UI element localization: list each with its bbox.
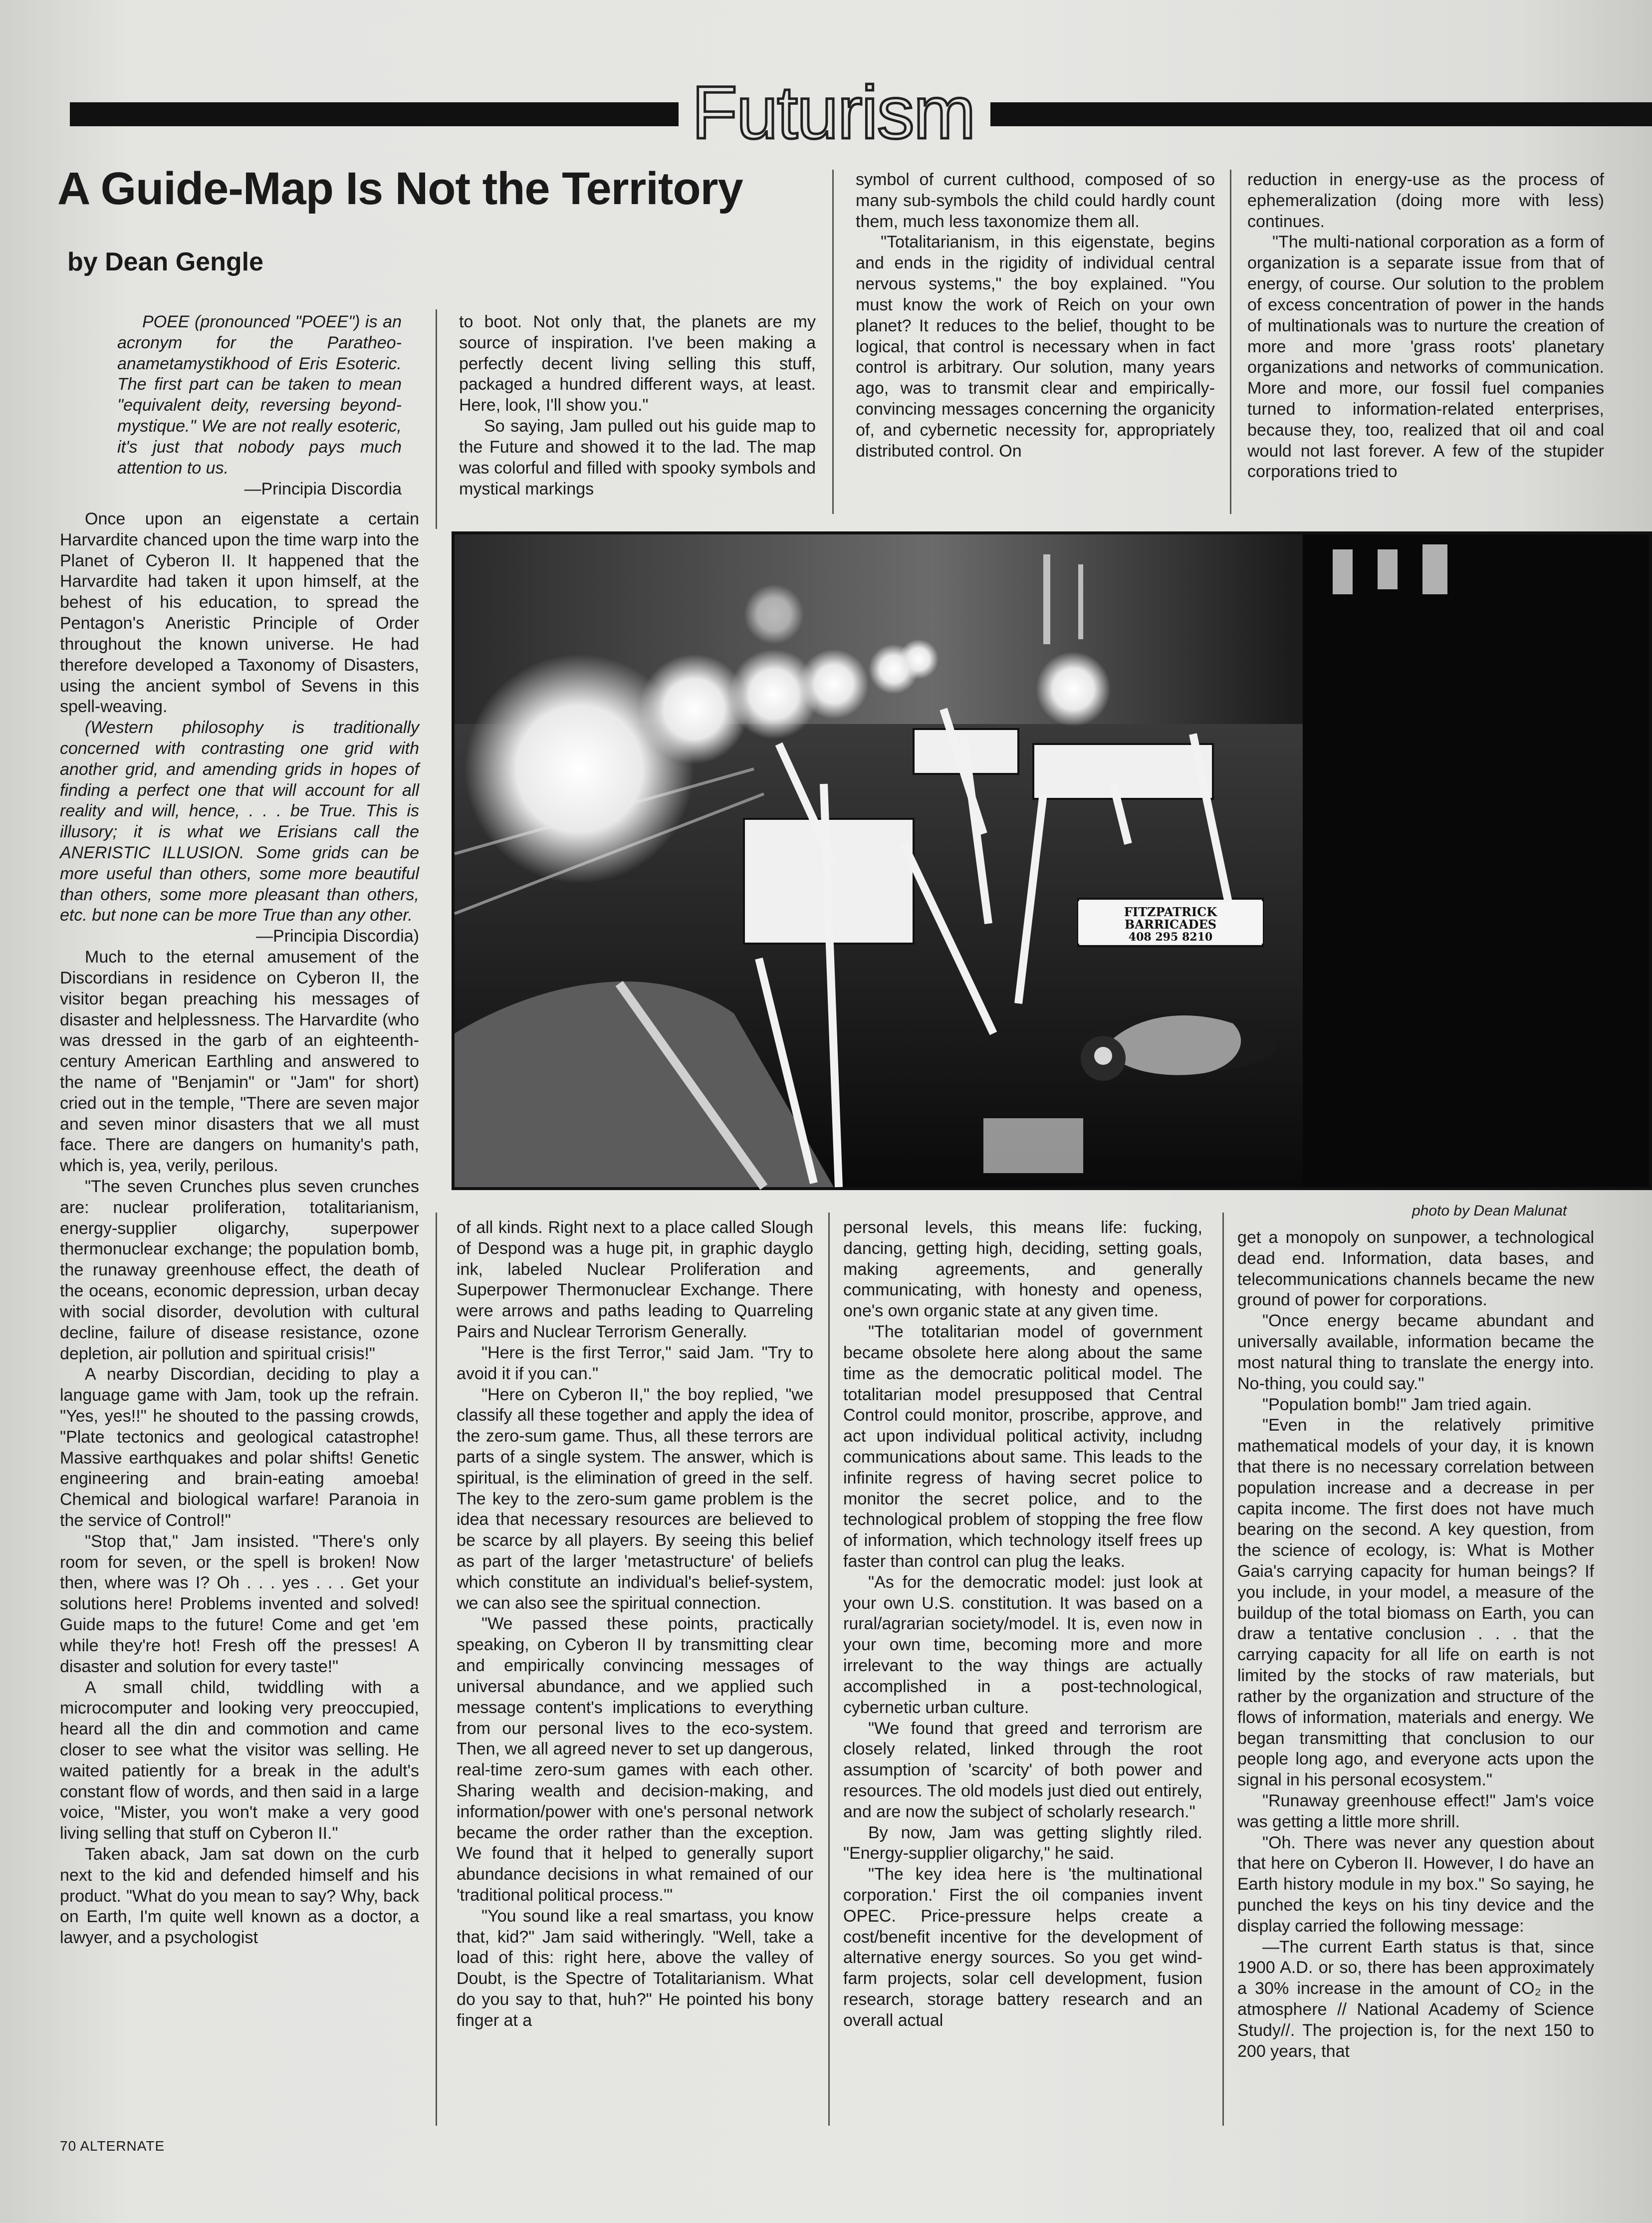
paragraph: "Here is the first Terror," said Jam. "Try to avoid it if you can."	[457, 1343, 813, 1383]
column-1-top	[117, 312, 402, 498]
column-rule	[436, 1213, 437, 2126]
photo-credit: photo by Dean Malunat	[1412, 1203, 1567, 1219]
paragraph: —The current Earth status is that, since 1900 A.D. or so, there has been approximately a 30% increase in the amount of CO₂ in the atmosphere // National Academy of Science Study//. The projection is, for the next 150 to 200 years, that	[1237, 1937, 1594, 2061]
paragraph: of all kinds. Right next to a place called Slough of Despond was a huge pit, in graphic dayglo ink, labeled Nuclear Proliferation and Superpower Thermonuclear Exchange. There were arrows and paths leading to Quarreling Pairs and Nuclear Terrorism Generally.	[457, 1218, 813, 1342]
column-rule	[436, 309, 437, 529]
paragraph: get a monopoly on sunpower, a technological dead end. Information, data bases, and telecommunications channels became the new ground of power for corporations.	[1237, 1228, 1594, 1310]
paragraph: —Principia Discordia	[244, 479, 402, 498]
byline: by Dean Gengle	[67, 247, 263, 276]
header-rule-left	[70, 102, 679, 126]
article-headline: A Guide-Map Is Not the Territory	[57, 163, 743, 214]
paragraph: A small child, twiddling with a microcomputer and looking very preoccupied, heard all the din and commotion and came closer to see what the visitor was selling. He waited patiently for a break in the adult's constant flow of words, and then said in a large voice, "Mister, you won't make a very good living selling that stuff on Cyberon II."	[60, 1678, 419, 1843]
paragraph: By now, Jam was getting slightly riled. "Energy-supplier oligarchy," he said.	[843, 1823, 1202, 1863]
paragraph: "We found that greed and terrorism are closely related, linked through the root assumption of 'scarcity' of both power and resources. The old models just died out entirely, and are now the subject of scholarly research."	[843, 1719, 1202, 1821]
paragraph: (Western philosophy is traditionally concerned with contrasting one grid with another grid, and amending grids in hopes of finding a perfect one that will account for all reality and will, hence, . . . be True. This is illusory; it is what we Erisians call the ANERISTIC ILLUSION. Some grids can be more useful than others, some more beautiful than others, some more pleasant than others, etc. but none can be more True than any other.	[60, 718, 419, 925]
paragraph: symbol of current culthood, composed of so many sub-symbols the child could hardly count them, much less taxonomize them all.	[856, 170, 1215, 231]
column-rule	[828, 1213, 830, 2126]
paragraph: Much to the eternal amusement of the Discordians in residence on Cyberon II, the visitor began preaching his messages of disaster and helplessness. The Harvardite (who was dressed in the garb of an eighteenth-century American Earthling and answered to the name of "Benjamin" or "Jam" for short) cried out in the temple, "There are seven major and seven minor disasters that we all must face. There are dangers on humanity's path, which is, yea, verily, perilous.	[60, 948, 419, 1176]
paragraph: So saying, Jam pulled out his guide map to the Future and showed it to the lad. The map was colorful and filled with spooky symbols and mystical markings	[459, 417, 816, 498]
paragraph: "Runaway greenhouse effect!" Jam's voice was getting a little more shrill.	[1237, 1791, 1594, 1831]
column-rule	[832, 170, 834, 514]
paragraph: "You sound like a real smartass, you know that, kid?" Jam said witheringly. "Well, take a load of this: right here, above the valley of Doubt, is the Spectre of Totalitarianism. What do you say to that, huh?" He pointed his bony finger at a	[457, 1906, 813, 2030]
paragraph: "As for the democratic model: just look at your own U.S. constitution. It was based on a rural/agrarian society/model. It is, even now in your own time, becoming more and more irrelevant to the way things are actually accomplished in a post-technological, cybernetic urban culture.	[843, 1572, 1202, 1717]
barricades-photo	[452, 531, 1652, 1190]
paragraph: "Totalitarianism, in this eigenstate, begins and ends in the rigidity of individual central nervous systems," the boy explained. "You must know the work of Reich on your own planet? It reduces to the belief, thought to be logical, that control is necessary when in fact control is arbitrary. Our solution, many years ago, was to transmit clear and empirically-convincing messages concerning the organicity of, and cybernetic necessity for, appropriately distributed control. On	[856, 233, 1215, 461]
column-2-top	[459, 312, 816, 509]
column-3-top	[856, 170, 1215, 501]
column-4-top	[1247, 170, 1604, 501]
paragraph: Taken aback, Jam sat down on the curb next to the kid and defended himself and his product. "What do you mean to say? Why, back on Earth, I'm quite well known as a doctor, a lawyer, and a psychologist	[60, 1845, 419, 1948]
sign-line-3: 408 295 8210	[1128, 931, 1213, 944]
paragraph: personal levels, this means life: fucking, dancing, getting high, deciding, setting goals, making agreements, and generally communicating, with honesty and openess, one's own organic state at any given time.	[843, 1218, 1202, 1321]
paragraph: "The key idea here is 'the multinational corporation.' First the oil companies invent OPEC. Price-pressure helps create a cost/benefit incentive for the development of alternative energy sources. So you get wind-farm projects, solar cell development, fusion research, storage battery research and an overall actual	[843, 1865, 1202, 2030]
paragraph: "The totalitarian model of government became obsolete here along about the same time as the democratic political model. The totalitarian model presupposed that Central Control could monitor, proscribe, approve, and act upon individual political activity, includng communications about same. This leads to the infinite regress of having secret police to monitor the secret police, and to the technological problem of stopping the free flow of information, which technology itself frees up faster than control can plug the leaks.	[843, 1322, 1202, 1571]
column-4-main	[1237, 1228, 1594, 2121]
paragraph: "The multi-national corporation as a form of organization is a separate issue from that of energy, of course. Our solution to the problem of excess concentration of power in the hands of multinationals was to nurture the creation of more and more 'grass roots' planetary organizations and networks of communication. More and more, our fossil fuel companies turned to information-related enterprises, because they, too, realized that oil and coal would not last forever. A few of the stupider corporations tried to	[1247, 233, 1604, 482]
column-3-main	[843, 1218, 1202, 2121]
paragraph: reduction in energy-use as the process of ephemeralization (doing more with less) continues.	[1247, 170, 1604, 231]
paragraph: "Population bomb!" Jam tried again.	[1262, 1395, 1532, 1414]
section-label: Futurism	[692, 70, 975, 154]
sign-line-1: FITZPATRICK	[1124, 905, 1217, 919]
paragraph: POEE (pronounced "POEE") is an acronym for the Paratheo-anametamystikhood of Eris Esoteric. The first part can be taken to mean "equivalent deity, reversing beyond-mystique." We are not really esoteric, it's just that nobody pays much attention to us.	[117, 312, 402, 478]
paragraph: A nearby Discordian, deciding to play a language game with Jam, took up the refrain. "Yes, yes!!" he shouted to the passing crowds, "Plate tectonics and geological catastrophe! Massive earthquakes and polar shifts! Genetic engineering and brain-eating amoeba! Chemical and biological warfare! Paranoia in the service of Control!"	[60, 1365, 419, 1530]
paragraph: to boot. Not only that, the planets are my source of inspiration. I've been making a perfectly decent living selling this stuff, packaged a hundred different ways, at least. Here, look, I'll show you."	[459, 312, 816, 415]
column-2-main	[457, 1218, 813, 2121]
column-rule	[1230, 170, 1231, 514]
sign-line-2: BARRICADES	[1124, 917, 1217, 932]
paragraph: "Oh. There was never any question about that here on Cyberon II. However, I do have an Earth history module in my box." So saying, he punched the keys on his tiny device and the display carried the following message:	[1237, 1833, 1594, 1936]
barricades-photo-image	[455, 534, 1649, 1187]
paragraph: "Stop that," Jam insisted. "There's only room for seven, or the spell is broken! Now then, where was I? Oh . . . yes . . . Get your solutions here! Problems invented and solved! Guide maps to the future! Come and get 'em while they're hot! Fresh off the presses! A disaster and solution for every taste!"	[60, 1531, 419, 1676]
paragraph: "Once energy became abundant and universally available, information became the most natural thing to translate the energy into. No-thing, you could say."	[1237, 1311, 1594, 1393]
paragraph: —Principia Discordia)	[256, 927, 419, 946]
paragraph: "Here on Cyberon II," the boy replied, "we classify all these together and apply the idea of the zero-sum game. Thus, all these terrors are parts of a single system. The answer, which is spiritual, is the elimination of greed in the self. The key to the zero-sum game problem is the idea that necessary resources are believed to be scarce by all players. By seeing this belief as part of the larger 'metastructure' of beliefs which constitute an individual's belief-system, we can also see the spiritual connection.	[457, 1385, 813, 1613]
paragraph: "The seven Crunches plus seven crunches are: nuclear proliferation, totalitarianism, energy-supplier oligarchy, superpower thermonuclear exchange; the population bomb, the runaway greenhouse effect, the death of the oceans, economic depression, urban decay with social disorder, devolution with cultural decline, failure of disease resistance, ozone depletion, air pollution and spiritual crisis!"	[60, 1177, 419, 1363]
page-folio: 70 ALTERNATE	[60, 2138, 165, 2154]
column-rule	[1222, 1213, 1224, 2126]
paragraph: "We passed these points, practically speaking, on Cyberon II by transmitting clear and empirically convincing messages of universal abundance, and we applied such message content's implications to everything from our personal lives to the eco-system. Then, we all agreed never to set up dangerous, real-time zero-sum games with each other. Sharing wealth and decision-making, and information/power with one's personal network became the order rather than the exception. We found that it helped to generally suport abundance decisions in what remained of our 'traditional political process.'"	[457, 1614, 813, 1905]
paragraph: Once upon an eigenstate a certain Harvardite chanced upon the time warp into the Planet of Cyberon II. It happened that the Harvardite had taken it upon himself, at the behest of his education, to spread the Pentagon's Aneristic Principle of Order throughout the known universe. He had therefore developed a Taxonomy of Disasters, using the ancient symbol of Sevens in this spell-weaving.	[60, 509, 419, 717]
column-1-main	[60, 509, 419, 2123]
header-rule-right	[990, 102, 1652, 126]
paragraph: "Even in the relatively primitive mathematical models of your day, it is known that there is no necessary correlation between population increase and a decrease in per capita income. The first does not have much bearing on the second. A key question, from the science of ecology, is: What is Mother Gaia's carrying capacity for human beings? If you include, in your model, a measure of the buildup of the total biomass on Earth, you can draw a tentative conclusion . . . that the carrying capacity for all life on earth is not limited by the stocks of raw materials, but rather by the organization and structure of the flows of information, materials and energy. We began transmitting that conclusion to our people long ago, and everyone acts upon the signal in his personal ecosystem."	[1237, 1416, 1594, 1790]
